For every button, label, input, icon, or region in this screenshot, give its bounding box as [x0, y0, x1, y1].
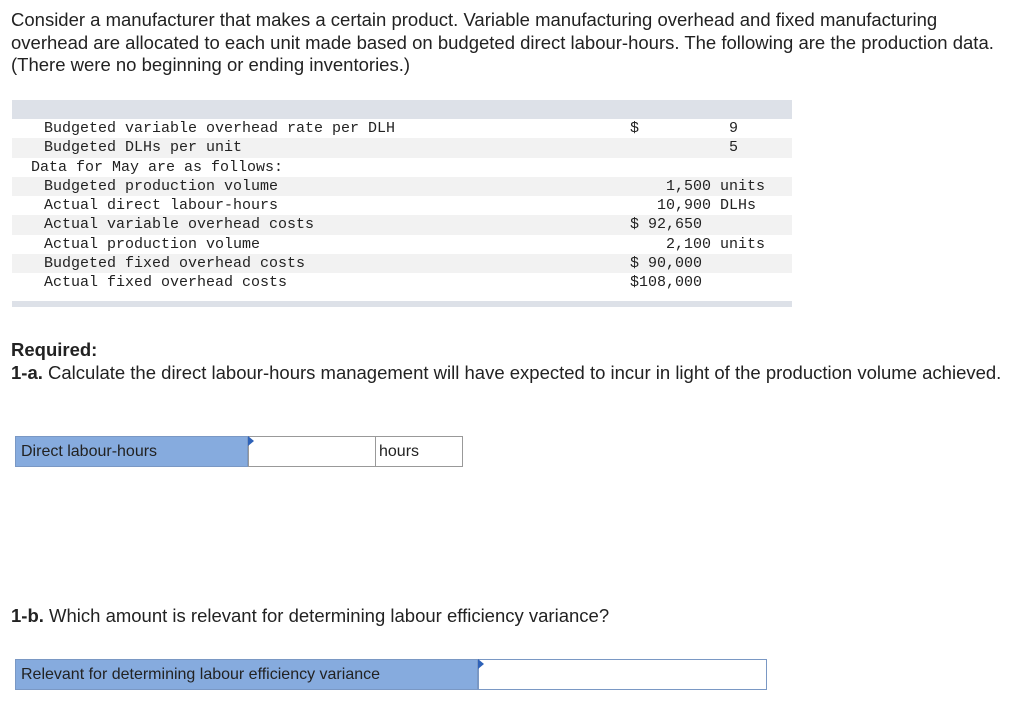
q1b-question: [11, 604, 609, 627]
q1b-text: Which amount is relevant for determining labour efficiency variance?: [43, 605, 610, 626]
row-value: $ 92,650: [630, 216, 703, 234]
relevant-efficiency-input[interactable]: [478, 659, 767, 690]
direct-labour-hours-input[interactable]: [248, 436, 376, 467]
row-value: $ 9: [630, 120, 739, 137]
row-value: 10,900 DLHs: [630, 197, 757, 215]
answer-1a-row: [15, 436, 463, 467]
relevant-efficiency-cell: [478, 659, 767, 690]
input-marker-icon: [248, 436, 254, 446]
row-value: $108,000: [630, 274, 703, 292]
row-label: Actual variable overhead costs: [44, 216, 315, 234]
table-row: [12, 138, 792, 157]
required-section: [11, 338, 1016, 384]
row-label: Actual direct labour-hours: [44, 197, 279, 215]
input-marker-icon: [478, 659, 484, 669]
row-value: $ 90,000: [630, 255, 703, 273]
row-value: 2,100 units: [630, 235, 766, 253]
table-row: [12, 235, 792, 254]
direct-labour-hours-cell: [248, 436, 376, 467]
table-row: [12, 254, 792, 273]
table-row: [12, 196, 792, 215]
relevant-efficiency-label: Relevant for determining labour efficiency variance: [15, 659, 478, 690]
direct-labour-hours-label: Direct labour-hours: [15, 436, 248, 467]
table-row: [12, 273, 792, 292]
table-row: [12, 158, 792, 177]
q1a-number: 1-a.: [11, 362, 43, 383]
table-header-bar: [12, 100, 792, 119]
q1a-text: Calculate the direct labour-hours management will have expected to incur in light of the production volume achieved.: [42, 362, 1002, 383]
row-label: Budgeted production volume: [44, 177, 279, 195]
row-label: Actual fixed overhead costs: [44, 274, 288, 292]
required-heading: Required:: [11, 339, 98, 360]
row-label: Actual production volume: [44, 235, 261, 253]
row-label: Budgeted variable overhead rate per DLH: [44, 120, 396, 137]
row-value: 5: [630, 139, 739, 157]
row-value: 1,500 units: [630, 177, 766, 195]
table-row: [12, 177, 792, 196]
row-label: Budgeted fixed overhead costs: [44, 255, 306, 273]
hours-unit-label: hours: [376, 436, 463, 467]
row-label: Budgeted DLHs per unit: [44, 139, 243, 157]
table-row: [12, 119, 792, 138]
row-label: Data for May are as follows:: [31, 158, 284, 176]
answer-1b-row: [15, 659, 767, 690]
table-row: [12, 215, 792, 234]
table-footer-bar: [12, 301, 792, 307]
q1b-number: 1-b.: [11, 605, 44, 626]
intro-text: Consider a manufacturer that makes a certain product. Variable manufacturing overhead and fixed manufacturing overhead are allocated to each unit made based on budgeted direct labour-hours. The following are the production data. (There were no beginning or ending inventories.): [11, 9, 994, 75]
data-table: [12, 100, 792, 307]
